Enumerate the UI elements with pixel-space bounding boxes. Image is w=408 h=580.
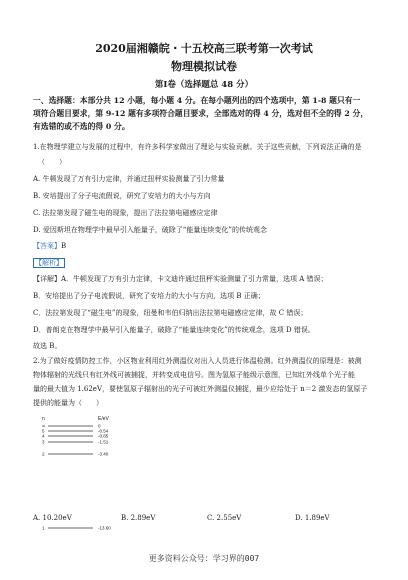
footer-note: 更多资料公众号：学习界的007 [148, 554, 260, 563]
q1-detail-d: D．普朗克在物理学中最早引入能量子，破除了“能量连续变化”的传统观念，选项 D 错误。 [33, 326, 315, 334]
q1-option-d: D. 爱因斯坦在物理学中最早引入能量子，破除了“能量连续变化”的传统观念 [33, 226, 267, 234]
level-n-label: 5 [42, 428, 45, 434]
q2-stem-line-1: 2.为了做好疫情防控工作，小区物业利用红外测温仪对出入人员进行体温检测。红外测温仪的原理是：被测 [33, 357, 362, 365]
q1-bracket: （ ） [38, 158, 66, 166]
q1-stem: 1.在物理学建立与发展的过程中，有许多科学家做出了理论与实验贡献。关于这些贡献，下列说法正确的是 [33, 143, 362, 151]
q1-detail-a: 【详解】A．牛顿发现了万有引力定律，卡文迪许通过扭秤实验测量了引力常量，选项 A 错误； [33, 275, 328, 283]
q1-option-b: B. 安培提出了分子电流假说，研究了安培力的大小与方向 [33, 192, 211, 200]
q1-answer [33, 240, 385, 252]
level-energy-label: -0.85 [98, 433, 109, 439]
level-n-label: 4 [42, 433, 45, 439]
diagram-n-header: n [42, 416, 45, 422]
analysis-label: 【解析】 [35, 259, 63, 267]
answer-value: B [61, 242, 67, 250]
q2-option-a: A. 10.20eV [33, 514, 72, 522]
level-energy-label: -13.60 [98, 525, 111, 531]
level-energy-label: 0 [98, 423, 101, 429]
section-instructions-line-2: 项符合题目要求，第 9-12 题有多项符合题目要求，全部选对的得 4 分，选对但不全的得 2 分， [33, 109, 369, 118]
answer-label: 【答案】 [33, 242, 61, 250]
q1-option-a: A. 牛顿发现了万有引力定律，并通过扭秤实验测量了引力常量 [33, 175, 225, 183]
part-heading: 第Ⅰ卷（选择题总 48 分） [154, 80, 254, 90]
q2-stem-line-4: 提供的能量为（ ） [33, 399, 103, 407]
level-n-label: 2 [42, 451, 45, 457]
section-instructions-line-3: 有选错的或不选的得 0 分。 [33, 122, 130, 131]
q2-option-c: C. 2.55eV [207, 514, 242, 522]
section-instructions-line-1: 一、选择题：本部分共 12 小题，每小题 4 分。在每小题列出的四个选项中，第 1-8 题只有一 [33, 96, 361, 105]
level-n-label: 3 [42, 439, 45, 445]
q2-stem-line-2: 物体辐射的光线只有红外线可被捕捉，并转变成电信号。图为氢原子能级示意图，已知红外线单个光子能 [33, 371, 355, 379]
level-n-label: ∞ [42, 423, 46, 429]
q1-detail-b: B．安培提出了分子电流假说，研究了安培力的大小与方向，选项 B 正确； [33, 292, 265, 300]
q1-option-c: C. 法拉第发现了磁生电的现象，提出了法拉第电磁感应定律 [33, 209, 218, 217]
exam-title: 2020届湘赣皖・十五校高三联考第一次考试 [95, 42, 313, 55]
q2-answer-options [33, 514, 385, 526]
level-n-label: 1 [42, 525, 45, 531]
q2-option-d: D. 1.89eV [295, 514, 330, 522]
q1-conclusion: 故选 B。 [33, 342, 62, 350]
q2-stem-line-3: 量的最大值为 1.62eV，要使氢原子辐射出的光子可被红外测温仪捕捉，最少应给处于 n＝2 激发态的氢原子 [33, 385, 368, 393]
level-energy-label: -3.40 [98, 451, 109, 457]
q1-analysis-label [33, 257, 385, 269]
q1-detail-c: C．法拉第发现了“磁生电”的现象，纽曼和韦伯归纳出法拉第电磁感应定律，故 C 错误； [33, 309, 308, 317]
level-energy-label: -1.51 [98, 439, 109, 445]
diagram-e-header: E/eV [98, 416, 109, 422]
level-energy-label: -0.54 [98, 428, 109, 434]
exam-subtitle: 物理模拟试卷 [171, 60, 237, 73]
q2-option-b: B. 2.89eV [121, 514, 156, 522]
